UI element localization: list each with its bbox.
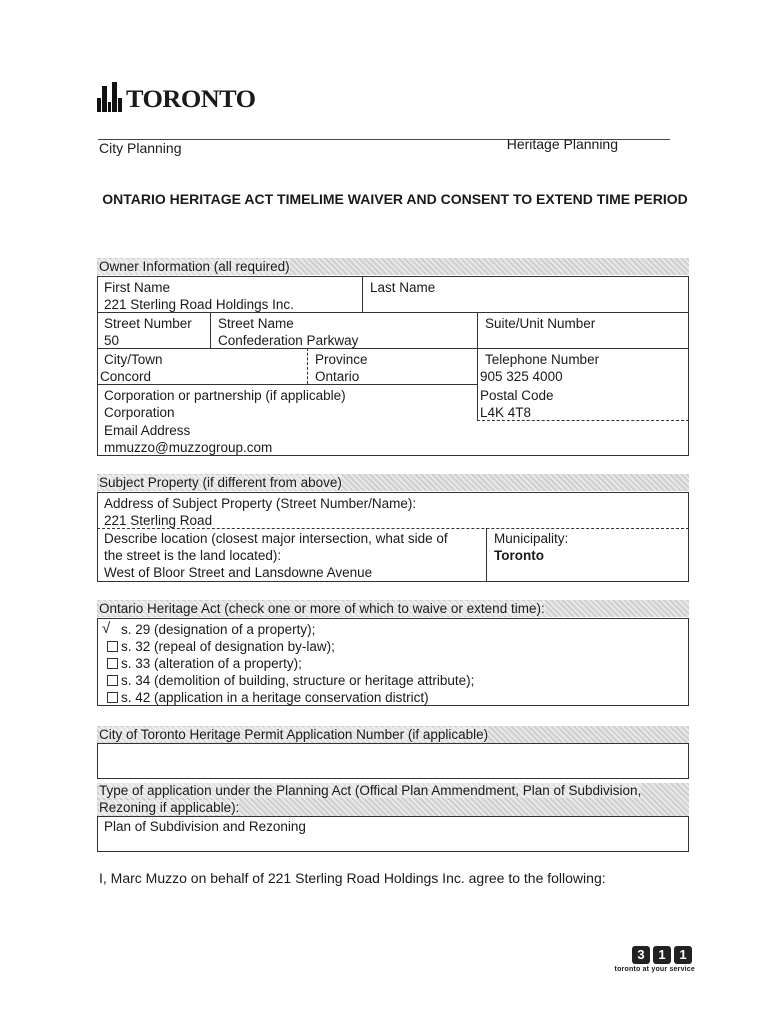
permit-section-header: City of Toronto Heritage Permit Application Number (if applicable)	[97, 726, 689, 743]
application-type-field[interactable]: Plan of Subdivision and Rezoning	[104, 819, 306, 834]
logo-text: TORONTO	[126, 86, 256, 113]
311-tagline: toronto at your service	[614, 966, 695, 973]
subject-address-label: Address of Subject Property (Street Number/Name):	[104, 496, 417, 511]
street-number-field[interactable]: 50	[104, 333, 120, 348]
describe-location-label-2: the street is the land located):	[104, 548, 282, 563]
postal-code-label: Postal Code	[480, 388, 554, 403]
province-field[interactable]: Ontario	[315, 369, 360, 384]
city-label: City/Town	[104, 352, 163, 367]
last-name-label: Last Name	[370, 280, 436, 295]
s29-label: s. 29 (designation of a property);	[121, 622, 316, 637]
describe-location-label-1: Describe location (closest major intersection, what side of	[104, 531, 448, 546]
form-title: ONTARIO HERITAGE ACT TIMELIME WAIVER AND CONSENT TO EXTEND TIME PERIOD	[102, 191, 688, 207]
city-field[interactable]: Concord	[100, 369, 152, 384]
municipality-field[interactable]: Toronto	[494, 548, 544, 563]
municipality-label: Municipality:	[494, 531, 569, 546]
permit-number-field[interactable]	[97, 743, 689, 779]
act-section-header: Ontario Heritage Act (check one or more of which to waive or extend time):	[97, 600, 689, 617]
telephone-field[interactable]: 905 325 4000	[480, 369, 563, 384]
s33-label: s. 33 (alteration of a property);	[121, 656, 302, 671]
email-label: Email Address	[104, 423, 191, 438]
corporation-label: Corporation or partnership (if applicable)	[104, 388, 346, 403]
owner-section-header: Owner Information (all required)	[97, 258, 689, 275]
section-label: Heritage Planning	[506, 136, 618, 152]
department-label: City Planning	[99, 140, 182, 156]
corporation-field[interactable]: Corporation	[104, 405, 175, 420]
subject-address-field[interactable]: 221 Sterling Road	[104, 513, 213, 528]
s32-checkbox[interactable]	[107, 641, 118, 652]
street-name-label: Street Name	[218, 316, 294, 331]
telephone-label: Telephone Number	[485, 352, 600, 367]
email-field[interactable]: mmuzzo@muzzogroup.com	[104, 440, 273, 455]
s33-checkbox[interactable]	[107, 658, 118, 669]
checkmark-icon[interactable]: √	[102, 620, 111, 637]
subject-section-header: Subject Property (if different from above)	[97, 474, 689, 491]
province-label: Province	[315, 352, 368, 367]
street-name-field[interactable]: Confederation Parkway	[218, 333, 359, 348]
first-name-label: First Name	[104, 280, 171, 295]
s34-checkbox[interactable]	[107, 675, 118, 686]
311-logo: 3 1 1	[632, 946, 692, 964]
suite-label: Suite/Unit Number	[485, 316, 596, 331]
street-number-label: Street Number	[104, 316, 192, 331]
describe-location-field[interactable]: West of Bloor Street and Lansdowne Avenue	[104, 565, 373, 580]
s42-label: s. 42 (application in a heritage conservation district)	[121, 690, 429, 705]
s32-label: s. 32 (repeal of designation by-law);	[121, 639, 335, 654]
s42-checkbox[interactable]	[107, 692, 118, 703]
application-type-section-header: Type of application under the Planning Act (Offical Plan Ammendment, Plan of Subdivision, Rezoning if applicable):	[97, 783, 689, 816]
s34-label: s. 34 (demolition of building, structure or heritage attribute);	[121, 673, 475, 688]
agreement-statement: I, Marc Muzzo on behalf of 221 Sterling Road Holdings Inc. agree to the following:	[99, 870, 606, 886]
postal-code-field[interactable]: L4K 4T8	[480, 405, 532, 420]
toronto-logo	[97, 82, 256, 113]
city-hall-icon	[97, 82, 123, 112]
first-name-field[interactable]: 221 Sterling Road Holdings Inc.	[104, 297, 294, 312]
